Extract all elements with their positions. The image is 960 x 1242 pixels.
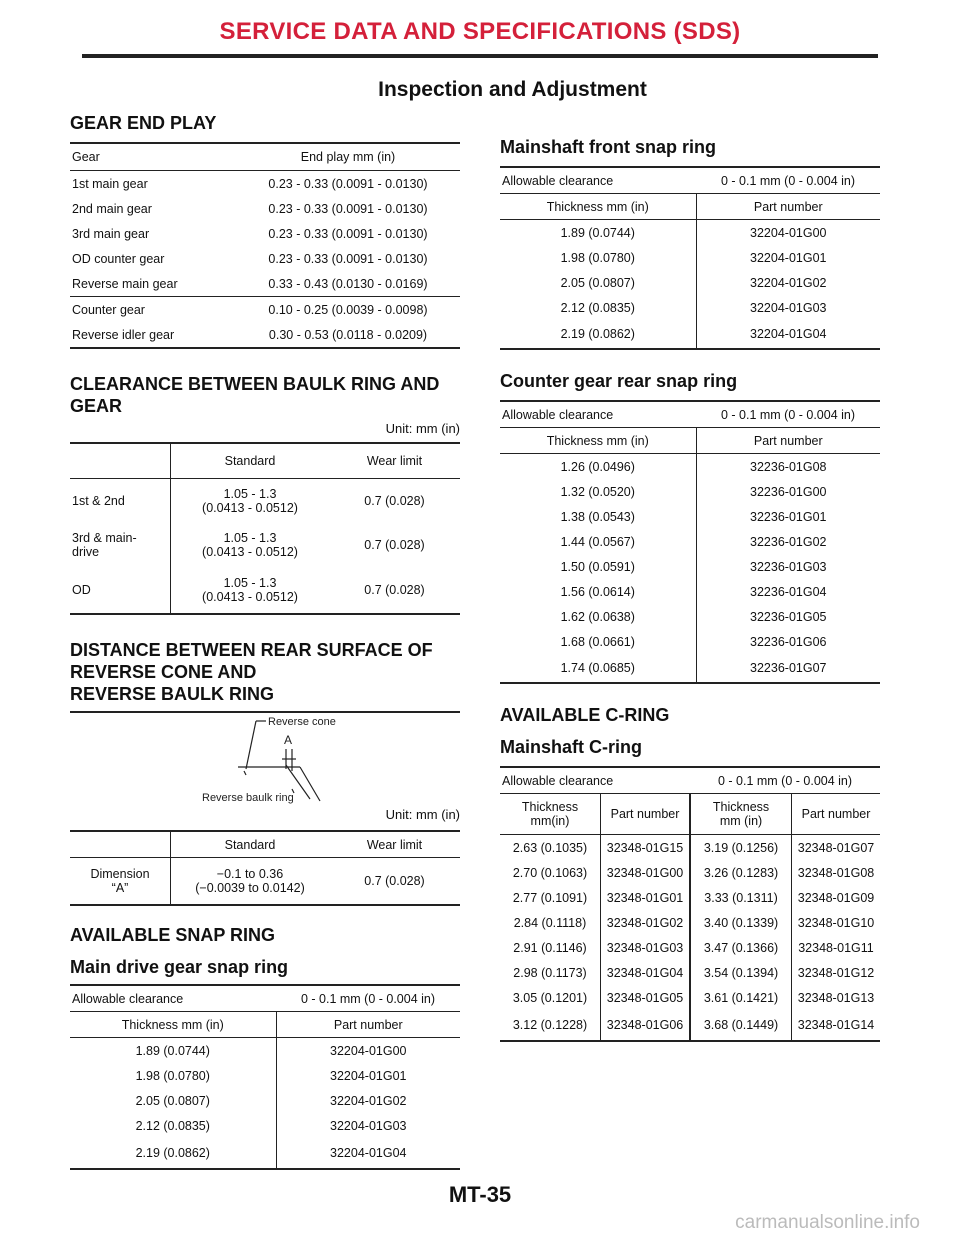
row-label: 3rd & main- drive bbox=[72, 531, 137, 559]
diagram-label-cone: Reverse cone bbox=[268, 716, 336, 728]
table-cell: 3.68 (0.1449) bbox=[690, 1010, 792, 1041]
diagram-label-ring: Reverse baulk ring bbox=[202, 792, 294, 804]
table-cell: 32348-01G09 bbox=[792, 885, 880, 910]
table-header-end-play: End play mm (in) bbox=[300, 150, 396, 164]
table-cell: 32348-01G02 bbox=[601, 910, 691, 935]
table-header-part-number: Part number bbox=[276, 1012, 460, 1038]
table-cell: 3.54 (0.1394) bbox=[690, 960, 792, 985]
allowable-label: Allowable clearance bbox=[72, 991, 184, 1006]
table-cell: 2.12 (0.0835) bbox=[135, 1118, 210, 1133]
table-header-standard: Standard bbox=[171, 831, 330, 858]
table-cell: Counter gear bbox=[72, 302, 145, 317]
row-wear-limit: 0.7 (0.028) bbox=[364, 583, 425, 597]
table-cell: 32348-01G03 bbox=[601, 935, 691, 960]
mainshaft-c-ring-table bbox=[500, 766, 880, 1042]
page-title: Inspection and Adjustment bbox=[378, 78, 647, 101]
table-header-empty bbox=[70, 831, 171, 858]
table-cell: Reverse idler gear bbox=[72, 327, 175, 342]
row-standard: −0.1 to 0.36 (−0.0039 to 0.0142) bbox=[171, 858, 330, 906]
page-number: MT-35 bbox=[448, 1182, 512, 1207]
table-cell: 32204-01G01 bbox=[276, 1063, 460, 1088]
table-cell: 1.32 (0.0520) bbox=[560, 484, 635, 499]
table-cell: 0.23 - 0.33 (0.0091 - 0.0130) bbox=[268, 201, 428, 216]
row-standard: 1.05 - 1.3 (0.0413 - 0.0512) bbox=[171, 523, 330, 567]
row-standard: 1.05 - 1.3 (0.0413 - 0.0512) bbox=[171, 567, 330, 614]
available-snap-ring-title: AVAILABLE SNAP RING bbox=[70, 925, 276, 945]
table-cell: 32204-01G03 bbox=[696, 295, 880, 320]
table-cell: 32204-01G02 bbox=[276, 1088, 460, 1113]
mainshaft-front-snap-ring-table bbox=[500, 166, 880, 350]
table-cell: 32204-01G02 bbox=[696, 270, 880, 295]
row-wear-limit: 0.7 (0.028) bbox=[364, 874, 425, 888]
table-cell: 32348-01G01 bbox=[601, 885, 691, 910]
table-cell: 0.30 - 0.53 (0.0118 - 0.0209) bbox=[268, 327, 428, 342]
table-cell: 1.98 (0.0780) bbox=[560, 250, 635, 265]
table-cell: 0.23 - 0.33 (0.0091 - 0.0130) bbox=[268, 176, 428, 191]
gear-end-play-table bbox=[70, 142, 460, 349]
counter-gear-rear-snap-ring-title: Counter gear rear snap ring bbox=[500, 371, 738, 391]
table-header-gear: Gear bbox=[72, 150, 100, 164]
table-cell: 32348-01G08 bbox=[792, 860, 880, 885]
table-cell: 3.33 (0.1311) bbox=[690, 885, 792, 910]
table-cell: 1.50 (0.0591) bbox=[560, 559, 635, 574]
header-rule bbox=[82, 54, 878, 58]
table-cell: 2.91 (0.1146) bbox=[513, 940, 587, 955]
table-header-wear-limit: Wear limit bbox=[366, 454, 423, 468]
mainshaft-front-snap-ring-title: Mainshaft front snap ring bbox=[500, 137, 716, 157]
table-header-standard: Standard bbox=[171, 443, 330, 479]
table-cell: 1.89 (0.0744) bbox=[560, 225, 635, 240]
table-header-thickness: Thickness mm (in) bbox=[121, 1017, 224, 1032]
table-cell: 2.63 (0.1035) bbox=[512, 840, 588, 855]
table-cell: OD counter gear bbox=[72, 251, 165, 266]
table-cell: 3.05 (0.1201) bbox=[512, 990, 588, 1005]
table-cell: 32236-01G07 bbox=[696, 654, 880, 683]
reverse-cone-diagram bbox=[70, 711, 460, 805]
row-standard: 1.05 - 1.3 (0.0413 - 0.0512) bbox=[171, 479, 330, 524]
table-cell: Reverse main gear bbox=[72, 276, 178, 291]
table-cell: 2.77 (0.1091) bbox=[512, 890, 588, 905]
table-cell: 32348-01G15 bbox=[601, 835, 691, 861]
table-cell: 32204-01G00 bbox=[696, 220, 880, 246]
main-drive-snap-ring-table bbox=[70, 984, 460, 1170]
table-cell: 2.19 (0.0862) bbox=[560, 327, 635, 341]
table-cell: 2.98 (0.1173) bbox=[513, 965, 587, 980]
table-header-part-number: Part number bbox=[696, 428, 880, 454]
table-cell: 2.70 (0.1063) bbox=[512, 865, 588, 880]
row-label: Dimension “A” bbox=[90, 867, 150, 895]
left-column bbox=[70, 112, 460, 1170]
reverse-distance-unit: Unit: mm (in) bbox=[385, 807, 460, 822]
diagram-label-a: A bbox=[284, 733, 293, 747]
mainshaft-c-ring-title: Mainshaft C-ring bbox=[500, 737, 642, 757]
table-cell: 3.40 (0.1339) bbox=[690, 910, 792, 935]
table-cell: 32204-01G04 bbox=[276, 1138, 460, 1169]
table-header-part-number: Part number bbox=[696, 194, 880, 220]
table-cell: 2.12 (0.0835) bbox=[560, 300, 635, 315]
table-cell: 1.56 (0.0614) bbox=[560, 584, 635, 599]
table-cell: 32348-01G11 bbox=[792, 935, 880, 960]
table-cell: 3.26 (0.1283) bbox=[690, 860, 792, 885]
allowable-value: 0 - 0.1 mm (0 - 0.004 in) bbox=[300, 991, 436, 1006]
table-cell: 1.38 (0.0543) bbox=[560, 509, 635, 524]
table-header-thickness: Thickness mm(in) bbox=[521, 800, 579, 828]
table-cell: 32348-01G10 bbox=[792, 910, 880, 935]
table-header-wear-limit: Wear limit bbox=[366, 837, 423, 852]
table-cell: 3rd main gear bbox=[72, 226, 150, 241]
table-cell: 3.19 (0.1256) bbox=[690, 835, 792, 861]
table-cell: 32204-01G00 bbox=[276, 1038, 460, 1064]
table-cell: 32236-01G05 bbox=[696, 604, 880, 629]
table-cell: 1.98 (0.0780) bbox=[135, 1068, 210, 1083]
allowable-label: Allowable clearance bbox=[502, 773, 614, 788]
table-header-thickness: Thickness mm (in) bbox=[690, 794, 792, 835]
allowable-value: 0 - 0.1 mm (0 - 0.004 in) bbox=[720, 407, 856, 422]
table-cell: 1.44 (0.0567) bbox=[560, 534, 635, 549]
table-cell: 1.62 (0.0638) bbox=[560, 609, 635, 624]
section-header: SERVICE DATA AND SPECIFICATIONS (SDS) bbox=[219, 18, 741, 45]
row-label: 1st & 2nd bbox=[72, 494, 125, 508]
main-drive-snap-ring-title: Main drive gear snap ring bbox=[70, 957, 289, 977]
table-cell: 2.19 (0.0862) bbox=[135, 1146, 210, 1160]
row-wear-limit: 0.7 (0.028) bbox=[364, 494, 425, 508]
table-header-part-number: Part number bbox=[601, 794, 691, 835]
table-cell: 2.05 (0.0807) bbox=[560, 275, 635, 290]
table-cell: 0.23 - 0.33 (0.0091 - 0.0130) bbox=[268, 226, 428, 241]
allowable-value: 0 - 0.1 mm (0 - 0.004 in) bbox=[717, 773, 853, 788]
table-header-part-number: Part number bbox=[792, 794, 880, 835]
watermark: carmanualsonline.info bbox=[735, 1212, 920, 1233]
table-cell: 32348-01G04 bbox=[601, 960, 691, 985]
table-cell: 2.05 (0.0807) bbox=[135, 1093, 210, 1108]
baulk-clearance-table bbox=[70, 442, 460, 615]
table-cell: 2.84 (0.1118) bbox=[513, 915, 587, 930]
table-header-thickness: Thickness mm (in) bbox=[546, 199, 649, 214]
reverse-distance-title: DISTANCE BETWEEN REAR SURFACE OF REVERSE CONE AND REVERSE BAULK RING bbox=[70, 640, 433, 704]
table-cell: 32348-01G13 bbox=[792, 985, 880, 1010]
table-cell: 32204-01G01 bbox=[696, 245, 880, 270]
table-cell: 2nd main gear bbox=[72, 201, 152, 216]
right-column bbox=[500, 136, 880, 1042]
baulk-clearance-title-line1: CLEARANCE BETWEEN BAULK RING AND bbox=[70, 374, 440, 394]
table-cell: 32348-01G12 bbox=[792, 960, 880, 985]
allowable-label: Allowable clearance bbox=[502, 407, 614, 422]
table-header-empty bbox=[70, 443, 171, 479]
table-cell: 3.61 (0.1421) bbox=[690, 985, 792, 1010]
baulk-clearance-title bbox=[70, 373, 460, 417]
table-cell: 1.74 (0.0685) bbox=[560, 661, 635, 675]
table-cell: 0.10 - 0.25 (0.0039 - 0.0098) bbox=[268, 302, 428, 317]
table-cell: 1st main gear bbox=[72, 176, 148, 191]
table-cell: 32236-01G06 bbox=[696, 629, 880, 654]
table-cell: 32348-01G07 bbox=[792, 835, 880, 861]
table-cell: 32204-01G04 bbox=[696, 320, 880, 349]
table-cell: 32236-01G03 bbox=[696, 554, 880, 579]
table-cell: 1.26 (0.0496) bbox=[560, 459, 635, 474]
allowable-value: 0 - 0.1 mm (0 - 0.004 in) bbox=[720, 173, 856, 188]
table-cell: 0.23 - 0.33 (0.0091 - 0.0130) bbox=[268, 251, 428, 266]
table-cell: 1.68 (0.0661) bbox=[560, 634, 635, 649]
table-cell: 32236-01G00 bbox=[696, 479, 880, 504]
table-cell: 32236-01G04 bbox=[696, 579, 880, 604]
table-cell: 0.33 - 0.43 (0.0130 - 0.0169) bbox=[268, 276, 428, 291]
table-cell: 32348-01G05 bbox=[601, 985, 691, 1010]
table-cell: 3.12 (0.1228) bbox=[512, 1018, 588, 1032]
available-c-ring-title: AVAILABLE C-RING bbox=[500, 705, 670, 725]
table-cell: 32236-01G01 bbox=[696, 504, 880, 529]
counter-gear-rear-snap-ring-table bbox=[500, 400, 880, 684]
table-cell: 32204-01G03 bbox=[276, 1113, 460, 1138]
table-cell: 32348-01G00 bbox=[601, 860, 691, 885]
gear-end-play-title: GEAR END PLAY bbox=[70, 113, 217, 133]
reverse-cone-figure bbox=[70, 713, 460, 805]
row-label: OD bbox=[72, 583, 91, 597]
table-cell: 1.89 (0.0744) bbox=[135, 1043, 210, 1058]
table-header-thickness: Thickness mm (in) bbox=[546, 433, 649, 448]
table-cell: 3.47 (0.1366) bbox=[690, 935, 792, 960]
allowable-label: Allowable clearance bbox=[502, 173, 614, 188]
table-cell: 32348-01G06 bbox=[601, 1010, 691, 1041]
table-cell: 32348-01G14 bbox=[792, 1010, 880, 1041]
row-wear-limit: 0.7 (0.028) bbox=[364, 538, 425, 552]
table-cell: 32236-01G08 bbox=[696, 454, 880, 480]
baulk-clearance-title-line2: GEAR bbox=[70, 396, 123, 416]
table-cell: 32236-01G02 bbox=[696, 529, 880, 554]
reverse-distance-table bbox=[70, 830, 460, 906]
baulk-clearance-unit: Unit: mm (in) bbox=[385, 421, 460, 436]
